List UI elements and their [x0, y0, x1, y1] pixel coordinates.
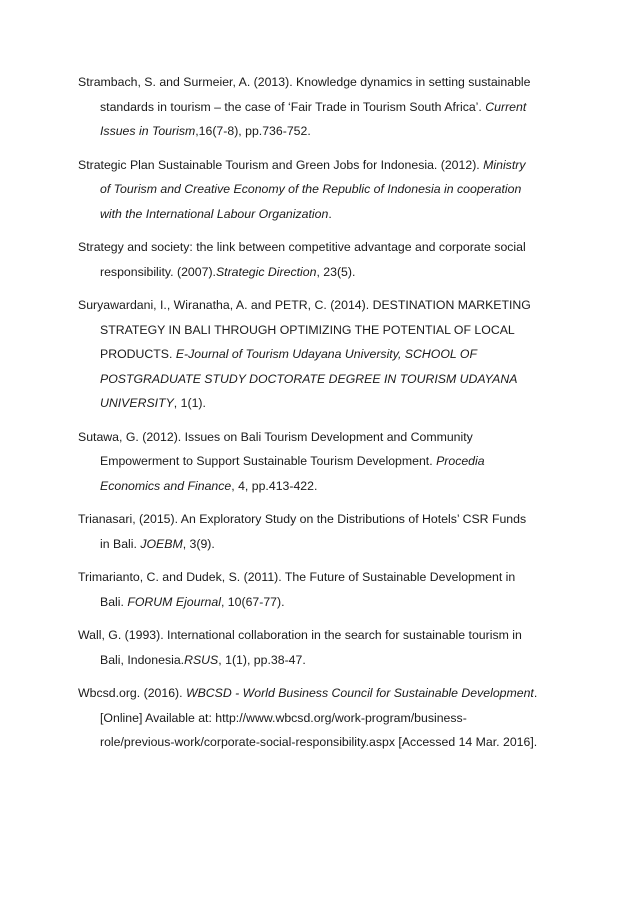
reference-text: STRATEGY IN BALI THROUGH OPTIMIZING THE POTENTIAL OF LOCAL: [100, 322, 515, 337]
reference-line: [78, 623, 578, 648]
reference-italic-text: UNIVERSITY: [100, 396, 174, 410]
reference-line: [100, 95, 578, 120]
reference-entry: [78, 507, 578, 556]
reference-entry: [78, 565, 578, 614]
reference-text: in Bali.: [100, 536, 141, 551]
reference-italic-text: Economics and Finance: [100, 478, 232, 493]
reference-italic-text: RSUS: [184, 652, 219, 667]
reference-italic-text: Current: [485, 99, 527, 114]
reference-entry: [78, 235, 578, 284]
reference-italic-text: POSTGRADUATE STUDY DOCTORATE DEGREE IN TOURISM UDAYANA: [100, 371, 518, 386]
reference-line: [100, 202, 578, 227]
reference-italic-text: WBCSD - World Business Council for Sustainable Development: [185, 686, 534, 700]
reference-text: responsibility. (2007).: [100, 264, 216, 279]
reference-text: Trimarianto, C. and Dudek, S. (2011). The Future of Sustainable Development in: [78, 570, 516, 584]
reference-line: [100, 260, 578, 285]
reference-italic-text: Procedia: [436, 454, 485, 468]
reference-line: [78, 681, 578, 706]
reference-text: Bali, Indonesia.: [100, 652, 185, 667]
reference-line: [100, 391, 578, 416]
reference-italic-text: FORUM Ejournal: [127, 594, 221, 609]
reference-text: .: [328, 206, 332, 221]
reference-line: [100, 367, 578, 392]
reference-line: [100, 474, 578, 499]
reference-line: [100, 119, 578, 144]
reference-entry: [78, 681, 578, 755]
reference-line: [100, 449, 578, 474]
reference-line: [78, 153, 578, 178]
reference-text: Strambach, S. and Surmeier, A. (2013). Knowledge dynamics in setting sustainable: [78, 75, 531, 89]
reference-line: [100, 532, 578, 557]
reference-text: , 4, pp.413-422.: [231, 478, 318, 493]
reference-line: [100, 706, 578, 731]
reference-text: standards in tourism – the case of ‘Fair Trade in Tourism South Africa’.: [100, 99, 486, 114]
reference-line: [78, 425, 578, 450]
reference-italic-text: with the International Labour Organization: [100, 206, 329, 221]
reference-italic-text: of Tourism and Creative Economy of the Republic of Indonesia in cooperation: [100, 182, 522, 196]
reference-italic-text: Strategic Direction: [215, 264, 317, 279]
reference-line: [100, 590, 578, 615]
reference-text: , 10(67-77).: [220, 594, 285, 609]
reference-text: [Online] Available at: http://www.wbcsd.org/work-program/business-: [100, 710, 467, 725]
reference-text: Strategic Plan Sustainable Tourism and Green Jobs for Indonesia. (2012).: [78, 157, 484, 172]
reference-text: , 1(1).: [173, 396, 206, 410]
reference-list: [78, 70, 578, 764]
reference-entry: [78, 293, 578, 416]
reference-line: [100, 730, 578, 755]
reference-italic-text: JOEBM: [140, 536, 183, 551]
reference-entry: [78, 70, 578, 144]
reference-text: , 3(9).: [182, 536, 215, 551]
reference-italic-text: E-Journal of Tourism Udayana University, SCHOOL OF: [175, 347, 477, 361]
reference-line: [100, 342, 578, 367]
reference-entry: [78, 623, 578, 672]
reference-text: Wall, G. (1993). International collaboration in the search for sustainable tourism in: [78, 628, 522, 642]
reference-line: [100, 177, 578, 202]
reference-line: [78, 507, 578, 532]
reference-text: , 23(5).: [316, 264, 356, 279]
reference-entry: [78, 425, 578, 499]
reference-text: ,16(7-8), pp.736-752.: [195, 124, 311, 138]
reference-text: .: [533, 686, 538, 700]
reference-text: Strategy and society: the link between competitive advantage and corporate social: [78, 240, 526, 254]
reference-text: role/previous-work/corporate-social-responsibility.aspx [Accessed 14 Mar. 2016].: [100, 735, 538, 749]
reference-line: [100, 648, 578, 673]
reference-line: [100, 318, 578, 343]
reference-line: [78, 293, 578, 318]
reference-text: , 1(1), pp.38-47.: [218, 652, 306, 667]
reference-text: PRODUCTS.: [100, 347, 176, 361]
reference-text: Trianasari, (2015). An Exploratory Study on the Distributions of Hotels’ CSR Funds: [78, 512, 527, 526]
reference-entry: [78, 153, 578, 227]
reference-text: Empowerment to Support Sustainable Tourism Development.: [100, 454, 437, 468]
reference-text: Bali.: [100, 594, 128, 609]
reference-text: Sutawa, G. (2012). Issues on Bali Tourism Development and Community: [78, 429, 473, 444]
reference-italic-text: Issues in Tourism: [100, 124, 196, 138]
reference-text: Suryawardani, I., Wiranatha, A. and PETR, C. (2014). DESTINATION MARKETING: [78, 298, 531, 312]
reference-italic-text: Ministry: [483, 157, 526, 172]
reference-line: [78, 565, 578, 590]
reference-line: [78, 235, 578, 260]
reference-text: Wbcsd.org. (2016).: [78, 686, 186, 700]
reference-line: [78, 70, 578, 95]
